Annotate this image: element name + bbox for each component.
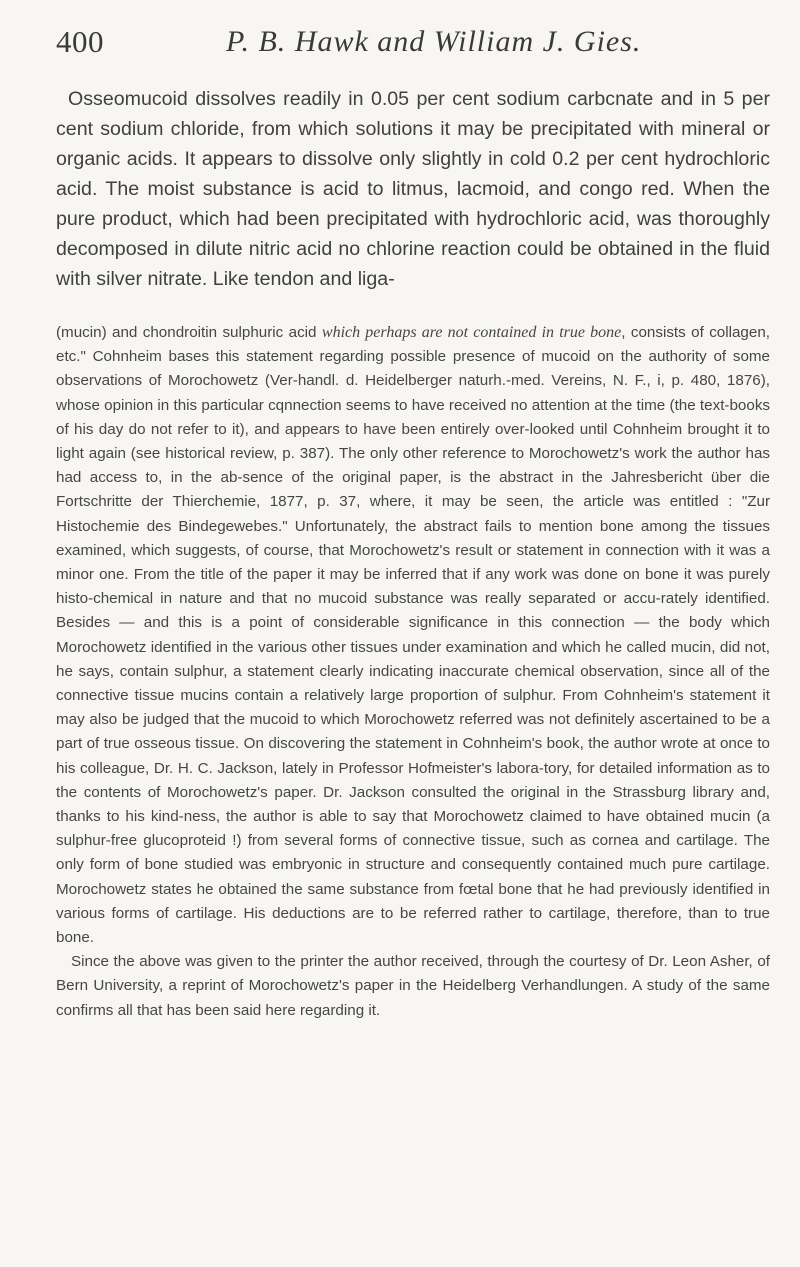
running-head [56, 22, 770, 66]
footnote-paragraph-1 [56, 321, 770, 950]
footnote-text-start: (mucin) and chondroitin sulphuric acid [56, 324, 322, 341]
page-number: 400 [56, 24, 104, 59]
footnote [56, 321, 770, 1023]
footnote-paragraph-2: Since the above was given to the printer the author received, through the courtesy of Dr. Leon Asher, of Bern University, a reprint of Morochowetz's paper in the Heidelberg Verhandlungen. A study of the same confirms all that has been said here regarding it. [56, 953, 770, 1019]
footnote-text-rest: , consists of collagen, etc." Cohnheim bases this statement regarding possible presence of mucoid on the authority of some observations of Morochowetz (Ver-handl. d. Heidelberger naturh.-med. Vereins, N. F., i, p. 480, 1876), whose opinion in this particular cqnnection seems to have received no attention at the time (the text-books of his day do not refer to it), and appears to have been entirely over-looked until Cohnheim brought it to light again (see historical review, p. 387). The only other reference to Morochowetz's work the author has had access to, in the ab-sence of the original paper, is the abstract in the Jahresbericht über die Fortschritte der Thierchemie, 1877, p. 37, where, it may be seen, the article was entitled : "Zur Histochemie des Bindegewebes." Unfortunately, the abstract fails to mention bone among the tissues examined, which suggests, of course, that Morochowetz's result or statement in connection with it was a minor one. From the title of the paper it may be inferred that if any work was done on bone it was purely histo-chemical in nature and that no mucoid substance was really separated or accu-rately identified. Besides — and this is a point of considerable significance in this connection — the body which Morochowetz identified in the various other tissues under examination and which he called mucin, did not, he says, contain sulphur, a statement clearly indicating inaccurate chemical observation, since all of the connective tissue mucins contain a relatively large proportion of sulphur. From Cohnheim's statement it may also be judged that the mucoid to which Morochowetz referred was not definitely ascertained to be a part of true osseous tissue. On discovering the statement in Cohnheim's book, the author wrote at once to his colleague, Dr. H. C. Jackson, lately in Professor Hofmeister's labora-tory, for detailed information as to the contents of Morochowetz's paper. Dr. Jackson consulted the original in the Strassburg library and, thanks to his kind-ness, the author is able to say that Morochowetz claimed to have obtained mucin (a sulphur-free glucoproteid !) from several forms of connective tissue, such as cornea and cartilage. The only form of bone studied was embryonic in structure and consequently contained much pure cartilage. Morochowetz states he obtained the same substance from fœtal bone that he had previously identified in various forms of cartilage. His deductions are to be referred rather to cartilage, therefore, than to true bone. [56, 324, 770, 947]
running-title: P. B. Hawk and William J. Gies. [226, 25, 642, 58]
footnote-italic-phrase: which perhaps are not contained in true bone [321, 324, 622, 341]
main-text [56, 84, 770, 294]
body-paragraph: Osseomucoid dissolves readily in 0.05 per cent sodium carbcnate and in 5 per cent sodium chloride, from which solutions it may be precipitated with mineral or organic acids. It appears to dissolve only slightly in cold 0.2 per cent hydrochloric acid. The moist substance is acid to litmus, lacmoid, and congo red. When the pure product, which had been precipitated with hydrochloric acid, was thoroughly decomposed in dilute nitric acid no chlorine reaction could be obtained in the fluid with silver nitrate. Like tendon and liga- [56, 88, 770, 290]
book-page [56, 22, 770, 1023]
